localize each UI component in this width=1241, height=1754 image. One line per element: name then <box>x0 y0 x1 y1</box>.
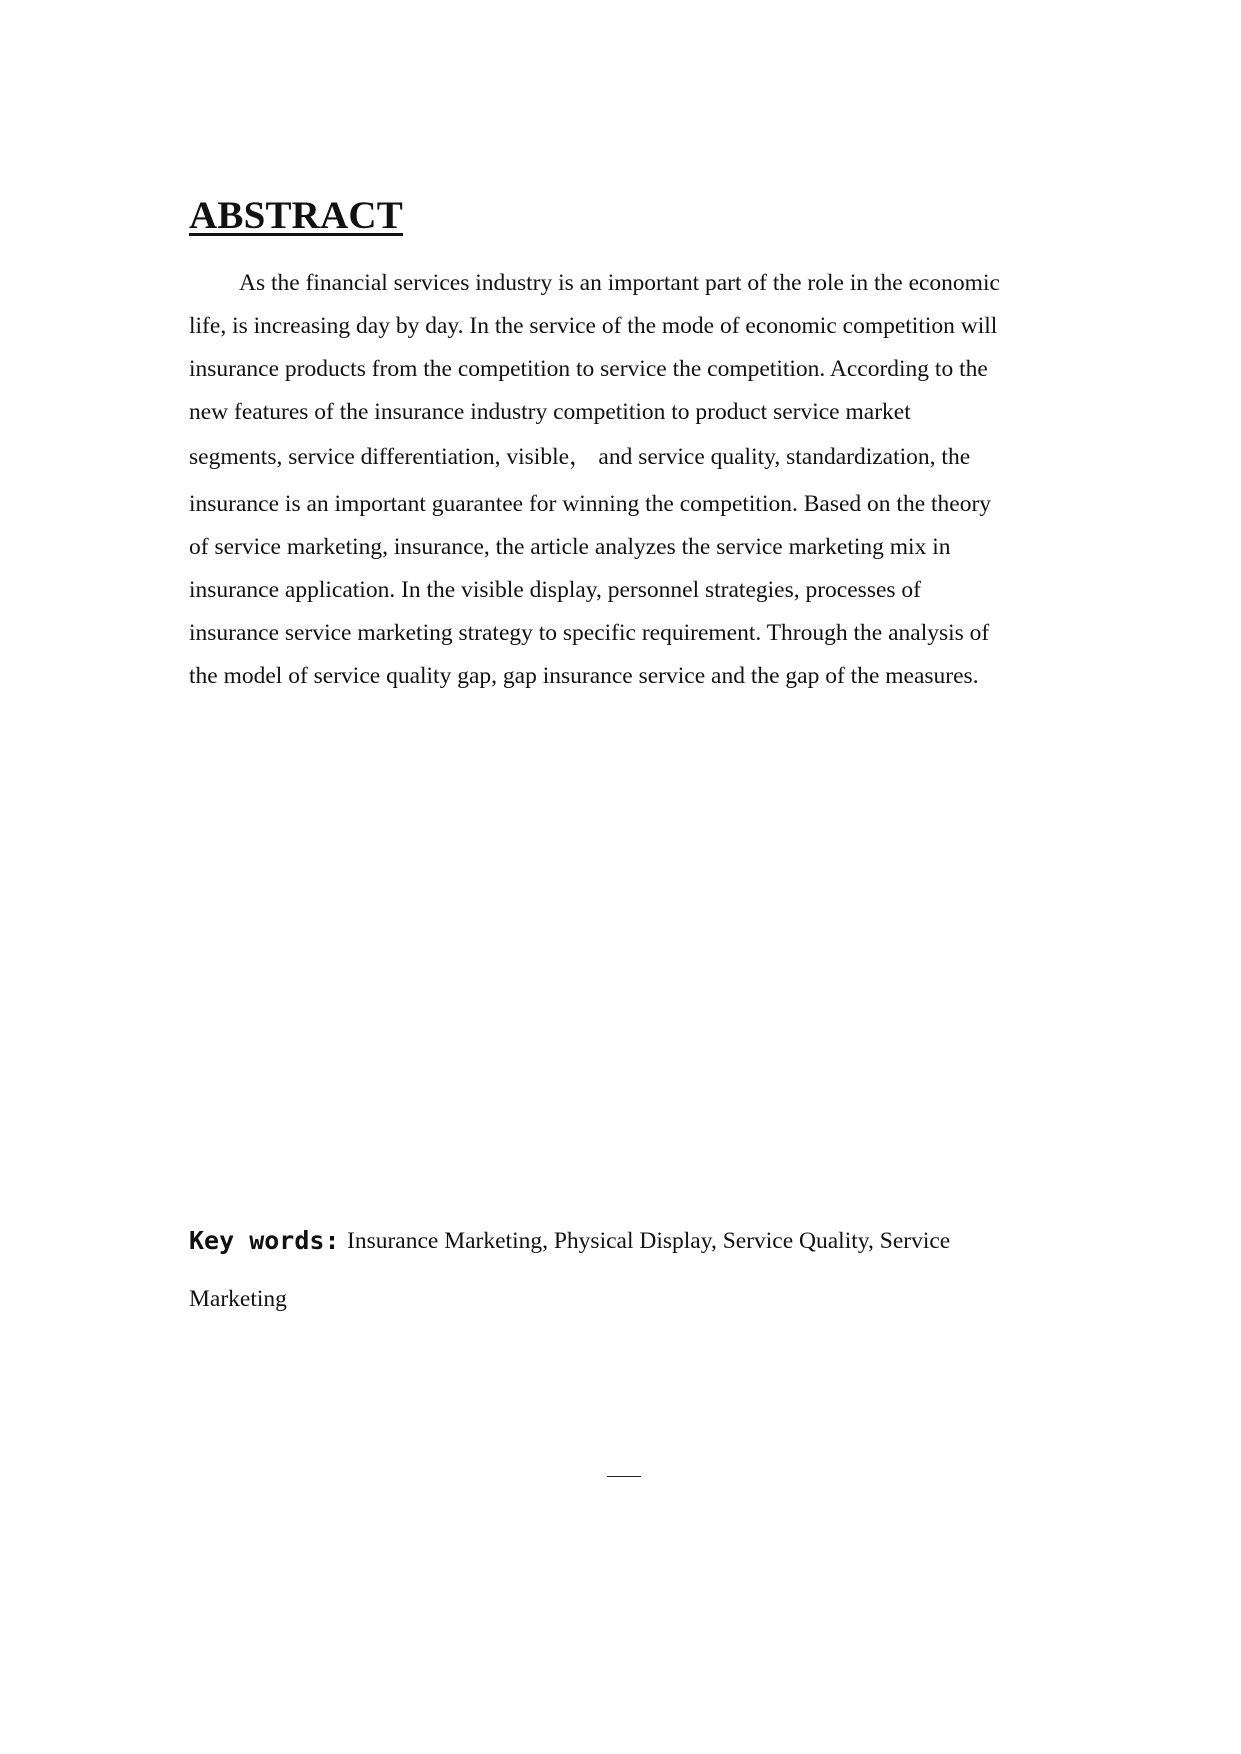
abstract-line-5: segments, service differentiation, visible， and service quality, standardization, the <box>189 444 971 470</box>
abstract-line-2: life, is increasing day by day. In the service of the mode of economic competition will <box>189 313 998 339</box>
keywords-line-2: Marketing <box>189 1286 287 1312</box>
abstract-line-9: insurance service marketing strategy to specific requirement. Through the analysis of <box>189 620 990 646</box>
abstract-line-1: As the financial services industry is an important part of the role in the economic <box>239 270 1000 296</box>
footer-page-mark <box>607 1476 641 1477</box>
abstract-line-8: insurance application. In the visible display, personnel strategies, processes of <box>189 577 921 603</box>
abstract-line-4: new features of the insurance industry competition to product service market <box>189 399 911 425</box>
abstract-line-7: of service marketing, insurance, the article analyzes the service marketing mix in <box>189 534 951 560</box>
keywords-label: Key words: <box>189 1226 340 1255</box>
abstract-line-6: insurance is an important guarantee for winning the competition. Based on the theory <box>189 491 992 517</box>
abstract-line-10: the model of service quality gap, gap insurance service and the gap of the measures. <box>189 663 979 689</box>
keywords-line-1: Insurance Marketing, Physical Display, Service Quality, Service <box>347 1228 951 1254</box>
abstract-heading: ABSTRACT <box>189 194 403 237</box>
abstract-line-3: insurance products from the competition to service the competition. According to the <box>189 356 988 382</box>
